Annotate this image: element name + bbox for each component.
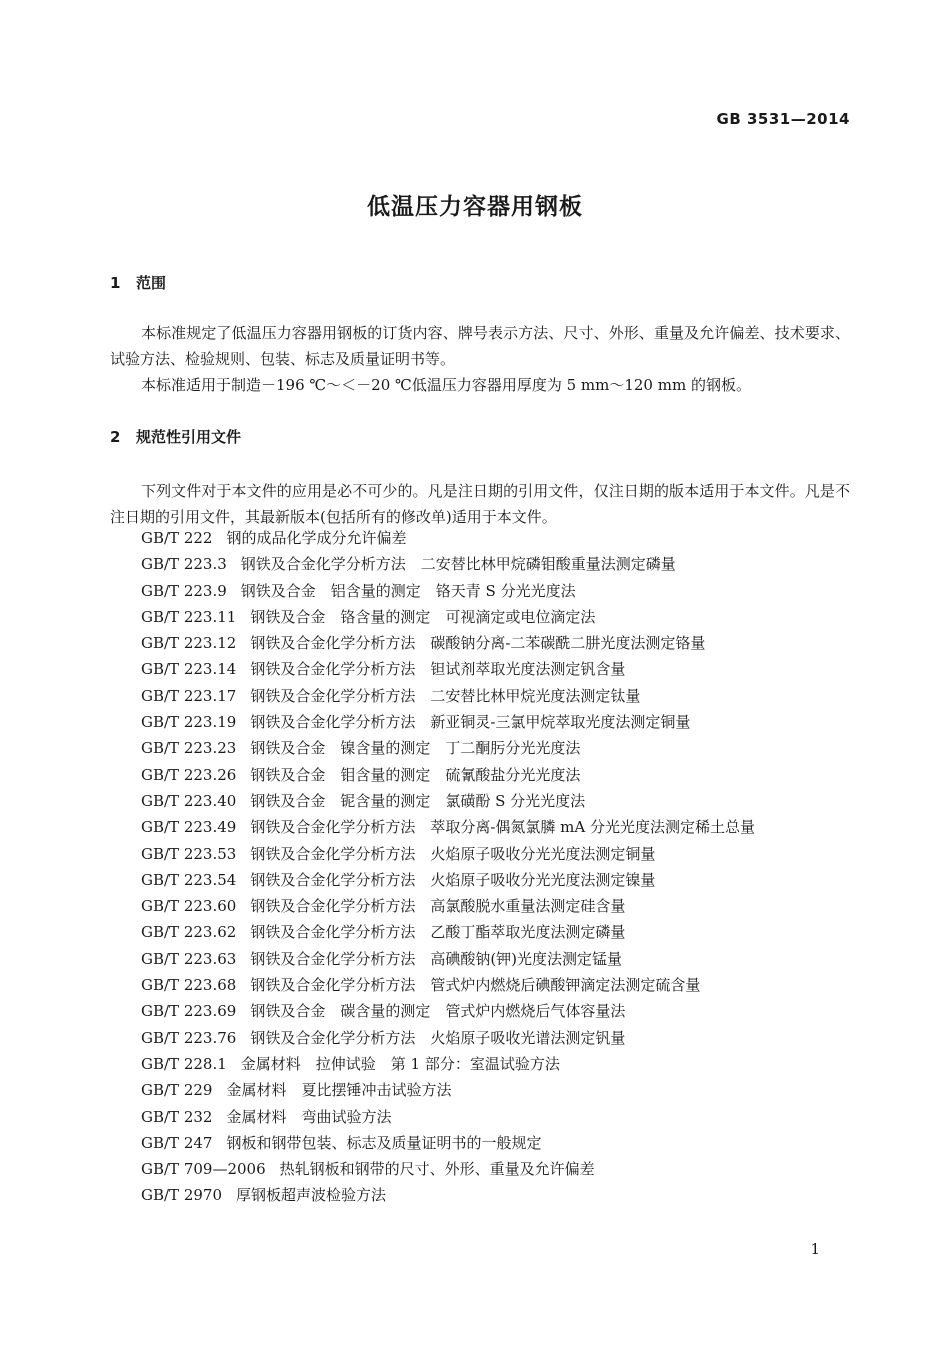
reference-item xyxy=(141,1182,755,1208)
reference-title: 钢铁及合金化学分析方法 新亚铜灵-三氯甲烷萃取光度法测定铜量 xyxy=(250,713,691,732)
reference-code: GB/T 223.76 xyxy=(141,1028,237,1047)
reference-code: GB/T 223.68 xyxy=(141,976,237,995)
reference-item xyxy=(141,551,755,577)
reference-item xyxy=(141,946,755,972)
section-title: 规范性引用文件 xyxy=(136,428,242,446)
reference-title: 钢铁及合金 铝含量的测定 铬天青 S 分光光度法 xyxy=(240,581,576,600)
reference-item xyxy=(141,841,755,867)
reference-code: GB/T 223.63 xyxy=(141,949,237,968)
reference-code: GB/T 229 xyxy=(141,1081,213,1100)
reference-title: 钢铁及合金 钼含量的测定 硫氰酸盐分光光度法 xyxy=(250,765,581,784)
reference-title: 钢铁及合金化学分析方法 二安替比林甲烷光度法测定钛量 xyxy=(250,686,641,705)
reference-title: 钢铁及合金化学分析方法 乙酸丁酯萃取光度法测定磷量 xyxy=(250,923,626,942)
reference-item xyxy=(141,656,755,682)
reference-code: GB/T 223.19 xyxy=(141,713,237,732)
reference-title: 钢铁及合金化学分析方法 管式炉内燃烧后碘酸钾滴定法测定硫含量 xyxy=(250,976,701,995)
reference-title: 钢铁及合金化学分析方法 高氯酸脱水重量法测定硅含量 xyxy=(250,897,626,916)
reference-code: GB/T 223.26 xyxy=(141,765,237,784)
reference-title: 钢铁及合金化学分析方法 萃取分离-偶氮氯膦 mA 分光光度法测定稀土总量 xyxy=(250,818,755,837)
reference-code: GB/T 709—2006 xyxy=(141,1160,266,1179)
reference-title: 钢铁及合金 镍含量的测定 丁二酮肟分光光度法 xyxy=(250,739,581,758)
reference-code: GB/T 223.17 xyxy=(141,686,237,705)
reference-item xyxy=(141,630,755,656)
section-number: 2 xyxy=(110,428,121,446)
reference-title: 热轧钢板和钢带的尺寸、外形、重量及允许偏差 xyxy=(279,1160,595,1179)
reference-item xyxy=(141,893,755,919)
reference-title: 钢铁及合金 碳含量的测定 管式炉内燃烧后气体容量法 xyxy=(250,1002,626,1021)
normative-references-list xyxy=(141,525,755,1209)
reference-code: GB/T 223.69 xyxy=(141,1002,237,1021)
reference-code: GB/T 223.40 xyxy=(141,791,237,810)
reference-item xyxy=(141,1156,755,1182)
section-title: 范围 xyxy=(136,274,167,292)
reference-title: 金属材料 夏比摆锤冲击试验方法 xyxy=(226,1081,452,1100)
reference-item xyxy=(141,1025,755,1051)
reference-title: 钢铁及合金化学分析方法 高碘酸钠(钾)光度法测定锰量 xyxy=(250,949,623,968)
reference-item xyxy=(141,735,755,761)
reference-item xyxy=(141,1051,755,1077)
reference-code: GB/T 223.49 xyxy=(141,818,237,837)
reference-code: GB/T 223.53 xyxy=(141,844,237,863)
reference-item xyxy=(141,814,755,840)
reference-item xyxy=(141,683,755,709)
reference-title: 钢铁及合金化学分析方法 火焰原子吸收分光光度法测定铜量 xyxy=(250,844,656,863)
scope-paragraph-2: 本标准适用于制造－196 ℃～＜－20 ℃低温压力容器用厚度为 5 mm～120 mm 的钢板。 xyxy=(141,376,751,394)
reference-item xyxy=(141,788,755,814)
reference-item xyxy=(141,998,755,1024)
reference-item xyxy=(141,762,755,788)
reference-code: GB/T 223.9 xyxy=(141,581,227,600)
reference-code: GB/T 2970 xyxy=(141,1186,223,1205)
reference-code: GB/T 223.62 xyxy=(141,923,237,942)
reference-title: 金属材料 拉伸试验 第 1 部分：室温试验方法 xyxy=(240,1054,560,1073)
reference-item xyxy=(141,1077,755,1103)
reference-code: GB/T 223.54 xyxy=(141,870,237,889)
reference-code: GB/T 223.23 xyxy=(141,739,237,758)
reference-title: 钢板和钢带包装、标志及质量证明书的一般规定 xyxy=(226,1133,542,1152)
reference-title: 钢铁及合金化学分析方法 二安替比林甲烷磷钼酸重量法测定磷量 xyxy=(240,555,676,574)
reference-code: GB/T 228.1 xyxy=(141,1054,227,1073)
references-intro-paragraph: 下列文件对于本文件的应用是必不可少的。凡是注日期的引用文件，仅注日期的版本适用于本文件。凡是不注日期的引用文件，其最新版本(包括所有的修改单)适用于本文件。 xyxy=(110,482,850,526)
reference-item xyxy=(141,1104,755,1130)
reference-code: GB/T 223.60 xyxy=(141,897,237,916)
reference-title: 钢铁及合金化学分析方法 火焰原子吸收分光光度法测定镍量 xyxy=(250,870,656,889)
reference-title: 钢铁及合金化学分析方法 钽试剂萃取光度法测定钒含量 xyxy=(250,660,626,679)
scope-paragraph-1: 本标准规定了低温压力容器用钢板的订货内容、牌号表示方法、尺寸、外形、重量及允许偏差、技术要求、试验方法、检验规则、包装、标志及质量证明书等。 xyxy=(110,324,850,368)
reference-code: GB/T 223.12 xyxy=(141,634,237,653)
reference-title: 钢铁及合金 铬含量的测定 可视滴定或电位滴定法 xyxy=(250,607,596,626)
section-number: 1 xyxy=(110,274,121,292)
reference-code: GB/T 247 xyxy=(141,1133,213,1152)
reference-code: GB/T 222 xyxy=(141,529,213,547)
reference-title: 钢铁及合金化学分析方法 火焰原子吸收光谱法测定钒量 xyxy=(250,1028,626,1047)
reference-title: 厚钢板超声波检验方法 xyxy=(236,1186,387,1205)
reference-item xyxy=(141,919,755,945)
page-number: 1 xyxy=(810,1240,820,1258)
reference-title: 钢铁及合金 铌含量的测定 氯磺酚 S 分光光度法 xyxy=(250,791,586,810)
reference-item xyxy=(141,604,755,630)
reference-title: 钢的成品化学成分允许偏差 xyxy=(226,529,407,547)
reference-item xyxy=(141,1130,755,1156)
reference-item xyxy=(141,525,755,551)
reference-item xyxy=(141,867,755,893)
reference-code: GB/T 223.3 xyxy=(141,555,227,574)
reference-code: GB/T 223.11 xyxy=(141,607,237,626)
section-2-heading xyxy=(110,426,241,447)
reference-item xyxy=(141,578,755,604)
reference-title: 金属材料 弯曲试验方法 xyxy=(226,1107,392,1126)
standard-code: GB 3531—2014 xyxy=(716,110,850,128)
section-1-heading xyxy=(110,272,166,293)
reference-title: 钢铁及合金化学分析方法 碳酸钠分离-二苯碳酰二肼光度法测定铬量 xyxy=(250,634,706,653)
document-title: 低温压力容器用钢板 xyxy=(367,194,583,220)
reference-code: GB/T 232 xyxy=(141,1107,213,1126)
reference-code: GB/T 223.14 xyxy=(141,660,237,679)
reference-item xyxy=(141,972,755,998)
reference-item xyxy=(141,709,755,735)
